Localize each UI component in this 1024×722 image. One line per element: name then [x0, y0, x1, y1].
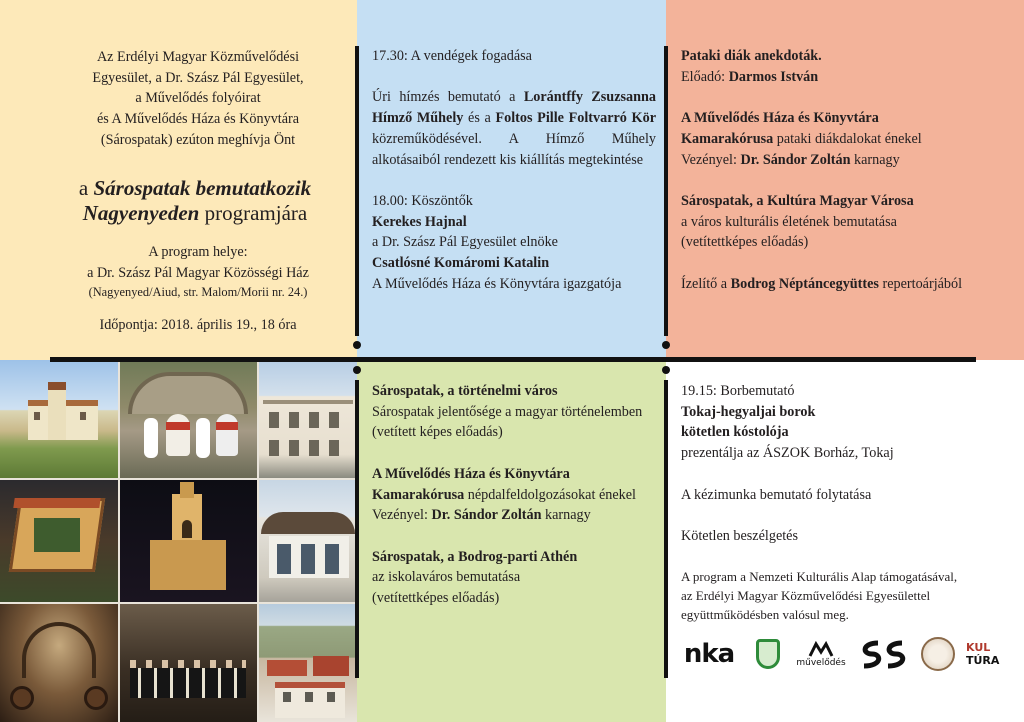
choir-text: népdalfeldolgozásokat énekel [464, 486, 636, 503]
inviters-line: a Művelődés folyóirat [135, 90, 261, 107]
conductor-suffix: karnagy [541, 507, 591, 524]
choir-text: pataki diákdalokat énekel [773, 130, 922, 147]
venue-name: a Dr. Szász Pál Magyar Közösségi Ház [87, 264, 309, 281]
wine-cellar-photo [0, 604, 118, 722]
title-bold-1: Sárospatak bemutatkozik [93, 176, 312, 200]
anecdotes-title: Pataki diák anekdoták. [681, 48, 822, 64]
vertical-rule-right-top [664, 46, 668, 336]
horizontal-rule [50, 357, 976, 362]
nka-logo: nka [683, 639, 735, 669]
presenter-label: Előadó: [681, 68, 729, 85]
speaker-name: Csatlósné Komáromi Katalin [372, 255, 550, 271]
embroidery-text: közreműködésével. A Hímző Műhely alkotásaiból rendezett kis kiállítás megtekintése [372, 130, 656, 168]
dance-text: Ízelítő a [681, 275, 731, 292]
folk-dancers-photo [120, 360, 257, 478]
choir-item [681, 108, 961, 149]
rule-dot [662, 341, 670, 349]
program-column-4 [681, 381, 1013, 624]
dance-item [681, 274, 971, 295]
castle-night-photo [0, 480, 118, 602]
speaker-role: a Dr. Szász Pál Egyesület elnöke [372, 234, 558, 251]
venue-block [52, 242, 344, 301]
wine-title: Tokaj-hegyaljai borok kötetlen kóstolója [681, 403, 816, 441]
support-note: A program a Nemzeti Kulturális Alap támogatásával, az Erdélyi Magyar Közművelődési Egyesülettel együttműködésben valósul meg. [681, 569, 958, 623]
program-column-1 [372, 46, 656, 294]
inviters-line: (Sárospatak) ezúton meghívja Önt [100, 131, 296, 148]
speaker-role: A Művelődés Háza és Könyvtára igazgatója [372, 275, 622, 292]
conductor-name: Dr. Sándor Zoltán [431, 507, 542, 524]
school-building-photo [259, 360, 357, 478]
history-title: Sárospatak, a történelmi város [372, 383, 558, 399]
title-suffix: programjára [204, 201, 308, 225]
culture-title: Sárospatak, a Kultúra Magyar Városa [681, 192, 914, 209]
inviters-line: és A Művelődés Háza és Könyvtára [96, 111, 300, 128]
rule-dot [662, 366, 670, 374]
embroidery-workshop: Lorántffy Zsuzsanna Hímző Műhely [372, 89, 656, 127]
venue-address: (Nagyenyed/Aiud, str. Malom/Morii nr. 24.) [88, 285, 308, 300]
embroidery-text: Úri hímzés bemutató a [372, 89, 524, 106]
seal-logo-icon [918, 630, 958, 678]
dance-text: repertoárjából [878, 275, 963, 292]
event-date: Időpontja: 2018. április 19., 18 óra [99, 317, 297, 333]
makovecz-building-photo [259, 480, 357, 602]
photo-collage [0, 360, 357, 722]
dance-ensemble: Bodrog Néptáncegyüttes [730, 275, 879, 292]
greetings-item: 18.00: Köszöntők [372, 192, 473, 209]
culture-desc: a város kulturális életének bemutatása (vetítettképes előadás) [681, 213, 897, 251]
conductor-name: Dr. Sándor Zoltán [740, 151, 851, 168]
title-bold-2: Nagyenyeden [82, 201, 200, 225]
emke-logo-icon [754, 630, 782, 678]
sponsor-logos [676, 630, 1016, 682]
athens-desc: az iskolaváros bemutatása (vetítettképes előadás) [372, 569, 521, 606]
intro-inviters [52, 47, 344, 151]
town-aerial-photo [259, 604, 357, 722]
conductor-suffix: karnagy [850, 151, 900, 168]
quilting-circle: Foltos Pille Foltvarró Kör [495, 110, 656, 127]
castle-photo [0, 360, 118, 478]
choir-name: A Művelődés Háza és Könyvtára Kamarakórusa [681, 110, 879, 147]
program-column-2 [681, 46, 1013, 294]
rule-dot [353, 341, 361, 349]
choir-name: A Művelődés Háza és Könyvtára Kamarakórusa [372, 465, 570, 503]
athens-title: Sárospatak, a Bodrog-parti Athén [372, 548, 578, 565]
presenter-name: Darmos István [728, 68, 819, 85]
speaker-name: Kerekes Hajnal [372, 213, 467, 230]
conductor-line [681, 150, 1013, 171]
choir-item [372, 464, 656, 505]
vertical-rule-left-top [355, 46, 359, 336]
craft-item: A kézimunka bemutató folytatása [681, 486, 872, 503]
embroidery-item [372, 87, 656, 170]
history-desc: Sárospatak jelentősége a magyar történelemben (vetített képes előadás) [372, 403, 643, 441]
embroidery-text: és a [463, 110, 496, 127]
vertical-rule-right-bottom [664, 380, 668, 678]
muvelodes-mark-icon [808, 640, 834, 658]
kultura-logo: KUL TÚRA [966, 641, 1000, 667]
rule-dot [353, 366, 361, 374]
wine-time: 19.15: Borbemutató [681, 383, 795, 399]
inviters-line: Egyesület, a Dr. Szász Pál Egyesület, [92, 69, 304, 86]
venue-label: A program helye: [148, 244, 248, 260]
muvelodes-logo: művelődés [792, 630, 850, 678]
presenter-line [681, 67, 1013, 88]
conductor-line [372, 505, 656, 526]
choir-photo [120, 604, 257, 722]
inviters-line: Az Erdélyi Magyar Közművelődési [96, 49, 300, 65]
chat-item: Kötetlen beszélgetés [681, 527, 798, 544]
church-night-photo [120, 480, 257, 602]
event-title [40, 176, 350, 226]
title-prefix: a [78, 176, 89, 200]
wine-presenter: prezentálja az ÁSZOK Borház, Tokaj [681, 445, 894, 462]
conductor-label: Vezényel: [681, 151, 741, 168]
reception-item: 17.30: A vendégek fogadása [372, 48, 532, 64]
vertical-rule-left-bottom [355, 380, 359, 678]
szasz-pal-logo-icon [856, 630, 908, 678]
conductor-label: Vezényel: [372, 507, 432, 524]
program-column-3 [372, 381, 656, 609]
